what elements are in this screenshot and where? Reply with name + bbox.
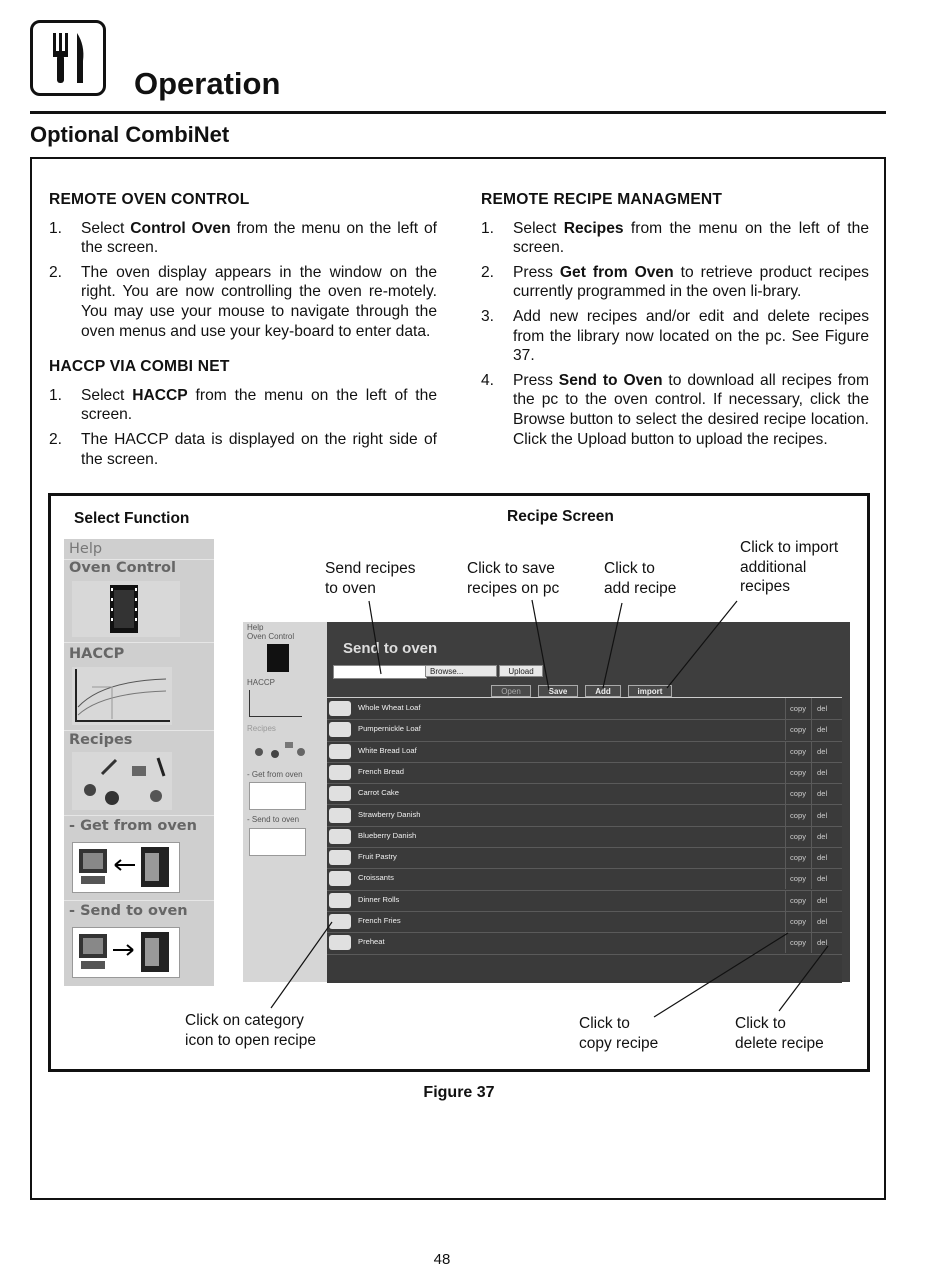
recipe-name[interactable]: Fruit Pastry <box>358 852 397 862</box>
delete-link[interactable]: del <box>817 917 828 926</box>
recipe-name[interactable]: Preheat <box>358 937 385 947</box>
recipe-name[interactable]: Blueberry Danish <box>358 830 417 840</box>
mini-haccp[interactable]: HACCP <box>247 678 276 687</box>
step-emphasis: Get from Oven <box>559 263 674 281</box>
callout-category-icon: Click on category icon to open recipe <box>185 1012 316 1049</box>
copy-link[interactable]: copy <box>790 831 807 841</box>
step-number: 1. <box>49 219 63 237</box>
recipe-name[interactable]: Dinner Rolls <box>358 894 400 904</box>
recipe-name[interactable]: White Bread Loaf <box>358 745 417 755</box>
mini-send-to-oven[interactable]: - Send to oven <box>247 815 300 824</box>
figure-caption: Figure 37 <box>423 1084 495 1101</box>
haccp-heading: HACCP VIA COMBI NET <box>49 358 230 376</box>
step-text-after: from the menu on the left of the screen. <box>81 386 437 424</box>
copy-link[interactable]: copy <box>790 789 807 799</box>
send-to-oven-title: Send to oven <box>343 640 438 657</box>
step-number: 2. <box>49 430 63 448</box>
open-tab[interactable]: Open <box>491 685 531 697</box>
mini-help[interactable]: Help <box>247 623 264 632</box>
step-number: 1. <box>49 386 63 404</box>
sidebar-recipes[interactable]: Recipes <box>69 732 133 748</box>
recipe-name[interactable]: Strawberry Danish <box>358 809 421 819</box>
recipe-name[interactable]: French Bread <box>358 766 405 776</box>
delete-link[interactable]: del <box>817 895 828 905</box>
step-text-after: to retrieve product recipes currently programmed in the oven li-brary. <box>513 263 869 301</box>
callout-add-recipe: Click to add recipe <box>604 560 677 597</box>
step-text: The oven display appears in the window on the right. You are now controlling the oven re-motely. You may use your mouse to navigate through the oven menus and use your key-board to enter data. <box>81 263 437 340</box>
step-number: 3. <box>481 307 495 325</box>
step-emphasis: HACCP <box>132 386 188 404</box>
sidebar-oven-control[interactable]: Oven Control <box>69 560 176 576</box>
step-text: Select <box>81 386 133 404</box>
upload-button[interactable]: Upload <box>499 665 543 677</box>
copy-link[interactable]: copy <box>790 746 807 756</box>
step-text-after: to download all recipes from the pc to the oven control. If necessary, click the Browse button to select the desired recipe location. Click the Upload button to upload the recipes. <box>513 371 869 448</box>
delete-link[interactable]: del <box>817 789 828 799</box>
callout-delete-recipe: Click to delete recipe <box>735 1015 824 1052</box>
copy-link[interactable]: copy <box>790 725 807 735</box>
save-tab[interactable]: Save <box>538 685 578 697</box>
sidebar-get-from-oven[interactable]: - Get from oven <box>69 818 197 834</box>
callout-save-recipes: Click to save recipes on pc <box>467 560 560 597</box>
step-text: Press <box>513 263 560 281</box>
sidebar-help[interactable]: Help <box>69 541 103 557</box>
step-text: Press <box>513 371 559 389</box>
recipe-name[interactable]: French Fries <box>358 916 401 925</box>
copy-link[interactable]: copy <box>790 704 807 713</box>
step-text-after: from the menu on the left of the screen. <box>513 219 869 257</box>
copy-link[interactable]: copy <box>790 938 807 948</box>
step-emphasis: Control Oven <box>130 219 231 237</box>
mini-get-from-oven[interactable]: - Get from oven <box>247 770 303 779</box>
recipe-name[interactable]: Whole Wheat Loaf <box>358 703 421 712</box>
delete-link[interactable]: del <box>817 767 828 777</box>
step-number: 4. <box>481 371 495 389</box>
step-text: Add new recipes and/or edit and delete recipes from the library now located on the pc. See Figure 37. <box>513 307 869 365</box>
copy-link[interactable]: copy <box>790 810 807 820</box>
delete-link[interactable]: del <box>817 746 828 756</box>
callout-import-recipes: Click to import additional recipes <box>740 539 839 595</box>
copy-link[interactable]: copy <box>790 874 807 884</box>
delete-link[interactable]: del <box>817 810 828 820</box>
step-text: The HACCP data is displayed on the right side of the screen. <box>81 430 437 468</box>
copy-link[interactable]: copy <box>790 895 807 905</box>
recipe-name[interactable]: Carrot Cake <box>358 788 399 798</box>
step-text: Select <box>513 219 564 237</box>
sidebar-haccp[interactable]: HACCP <box>69 646 125 662</box>
step-text-after: from the menu on the left of the screen. <box>81 219 438 257</box>
delete-link[interactable]: del <box>817 725 828 735</box>
select-function-label: Select Function <box>74 510 190 527</box>
sidebar-send-to-oven[interactable]: - Send to oven <box>69 903 188 919</box>
browse-button[interactable]: Browse... <box>425 665 497 677</box>
callout-send-recipes: Send recipes to oven <box>325 560 416 597</box>
section-title: Operation <box>134 66 281 101</box>
add-tab[interactable]: Add <box>585 685 621 697</box>
remote-oven-control-heading: REMOTE OVEN CONTROL <box>49 191 250 208</box>
step-emphasis: Send to Oven <box>558 371 663 389</box>
recipe-screen-label: Recipe Screen <box>507 508 614 525</box>
delete-link[interactable]: del <box>817 831 828 841</box>
copy-link[interactable]: copy <box>790 767 807 777</box>
delete-link[interactable]: del <box>817 938 828 948</box>
mini-recipes[interactable]: Recipes <box>247 724 276 733</box>
recipe-name[interactable]: Pumpernickle Loaf <box>358 724 421 734</box>
copy-link[interactable]: copy <box>790 853 807 863</box>
delete-link[interactable]: del <box>817 853 828 863</box>
copy-link[interactable]: copy <box>790 917 807 926</box>
remote-recipe-heading: REMOTE RECIPE MANAGMENT <box>481 191 723 208</box>
import-tab[interactable]: import <box>628 685 672 697</box>
step-emphasis: Recipes <box>563 219 624 237</box>
delete-link[interactable]: del <box>817 874 828 884</box>
mini-oven-control[interactable]: Oven Control <box>247 632 295 641</box>
step-number: 2. <box>49 263 63 281</box>
recipe-name[interactable]: Croissants <box>358 873 394 883</box>
callout-copy-recipe: Click to copy recipe <box>579 1015 659 1052</box>
step-number: 1. <box>481 219 495 237</box>
step-number: 2. <box>481 263 495 281</box>
page-subtitle: Optional CombiNet <box>30 122 230 147</box>
delete-link[interactable]: del <box>817 704 828 713</box>
step-text: Select <box>81 219 131 237</box>
page-number: 48 <box>433 1251 451 1268</box>
